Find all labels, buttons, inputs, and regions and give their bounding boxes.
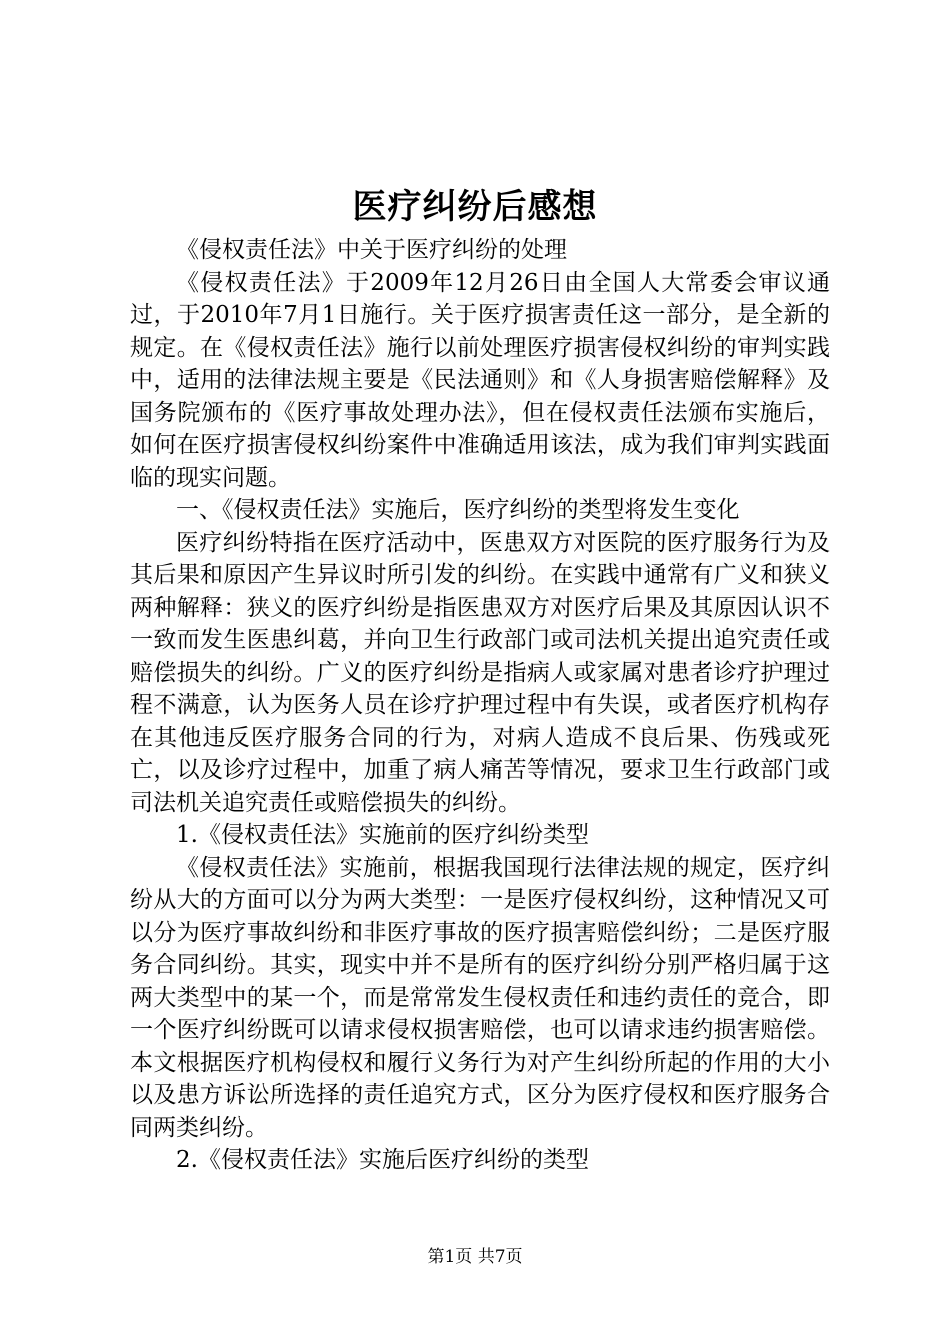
paragraph: 《侵权责任法》于2009年12月26日由全国人大常委会审议通过，于2010年7月1日施行。关于医疗损害责任这一部分，是全新的规定。在《侵权责任法》施行以前处理医疗损害侵权纠纷的审判实践中，适用的法律法规主要是《民法通则》和《人身损害赔偿解释》及国务院颁布的《医疗事故处理办法》，但在侵权责任法颁布实施后，如何在医疗损害侵权纠纷案件中准确适用该法，成为我们审判实践面临的现实问题。 [130, 269, 830, 491]
paragraph: 《侵权责任法》中关于医疗纠纷的处理 [176, 237, 567, 263]
paragraph: 2.《侵权责任法》实施后医疗纠纷的类型 [176, 1147, 589, 1173]
paragraph: 一、《侵权责任法》实施后，医疗纠纷的类型将发生变化 [176, 497, 740, 523]
page-footer: 第1页 共7页 [427, 1247, 523, 1267]
paragraph: 1.《侵权责任法》实施前的医疗纠纷类型 [176, 822, 589, 848]
paragraph: 医疗纠纷特指在医疗活动中，医患双方对医院的医疗服务行为及其后果和原因产生异议时所引发的纠纷。在实践中通常有广义和狭义两种解释：狭义的医疗纠纷是指医患双方对医疗后果及其原因认识不一致而发生医患纠葛，并向卫生行政部门或司法机关提出追究责任或赔偿损失的纠纷。广义的医疗纠纷是指病人或家属对患者诊疗护理过程不满意，认为医务人员在诊疗护理过程中有失误，或者医疗机构存在其他违反医疗服务合同的行为，对病人造成不良后果、伤残或死亡，以及诊疗过程中，加重了病人痛苦等情况，要求卫生行政部门或司法机关追究责任或赔偿损失的纠纷。 [130, 529, 830, 816]
document-title: 医疗纠纷后感想 [352, 187, 598, 227]
document-body [130, 234, 830, 1177]
paragraph: 《侵权责任法》实施前，根据我国现行法律法规的规定，医疗纠纷从大的方面可以分为两大类型：一是医疗侵权纠纷，这种情况又可以分为医疗事故纠纷和非医疗事故的医疗损害赔偿纠纷；二是医疗服务合同纠纷。其实，现实中并不是所有的医疗纠纷分别严格归属于这两大类型中的某一个，而是常常发生侵权责任和违约责任的竞合，即一个医疗纠纷既可以请求侵权损害赔偿，也可以请求违约损害赔偿。本文根据医疗机构侵权和履行义务行为对产生纠纷所起的作用的大小以及患方诉讼所选择的责任追究方式，区分为医疗侵权和医疗服务合同两类纠纷。 [130, 854, 830, 1141]
